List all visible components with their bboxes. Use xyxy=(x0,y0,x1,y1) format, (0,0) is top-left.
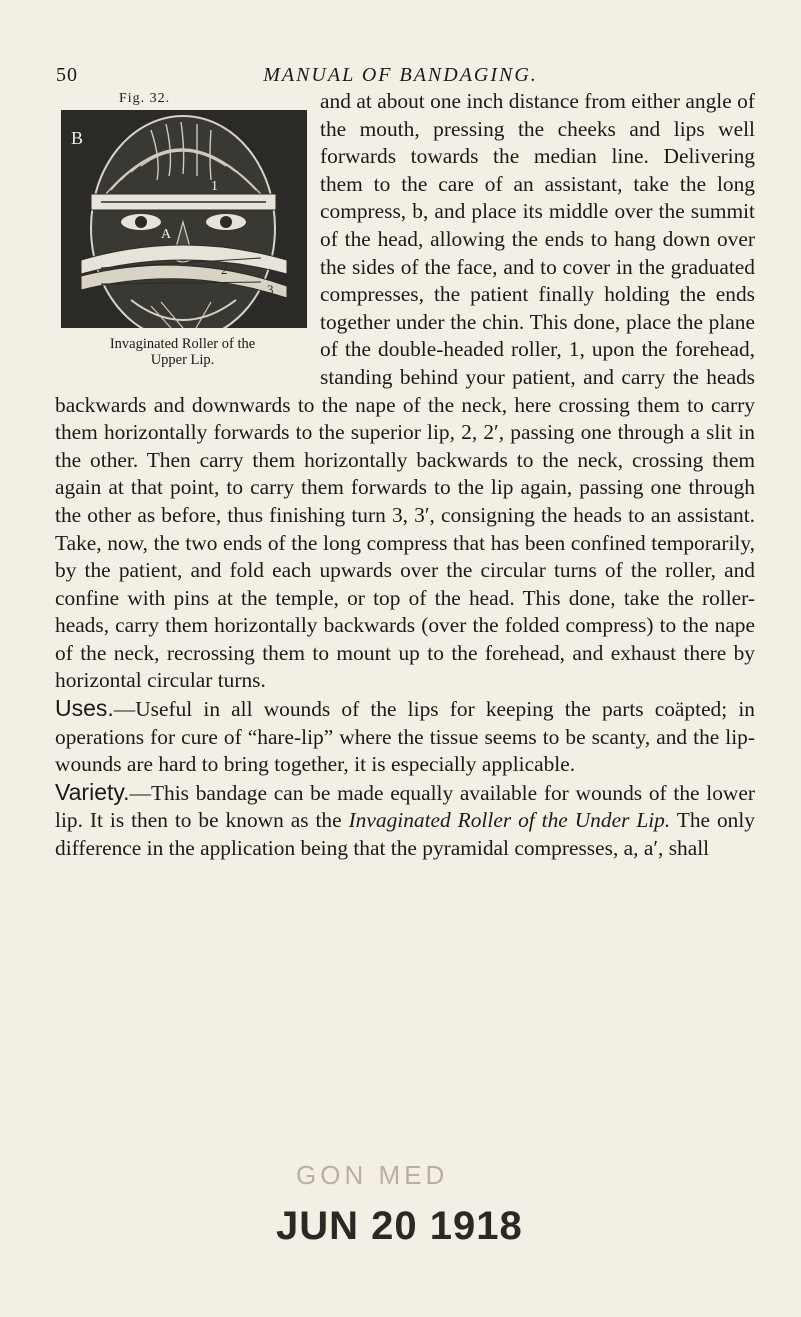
figure-illustration xyxy=(61,110,307,328)
caption-line-2: Upper Lip. xyxy=(150,352,215,368)
figure-label: Fig. 32. xyxy=(119,91,171,106)
figure-number-2: 2 xyxy=(221,262,228,277)
page-number: 50 xyxy=(56,64,78,86)
stamp-top-text: GON MED xyxy=(296,1160,449,1190)
figure-letter-a: A xyxy=(161,227,172,242)
running-title: MANUAL OF BANDAGING. xyxy=(263,64,538,86)
figure-caption xyxy=(55,336,310,368)
paragraph-variety xyxy=(55,779,755,863)
stamp-date: JUN 20 1918 xyxy=(276,1204,523,1248)
uses-heading: Uses. xyxy=(55,695,114,722)
body-text xyxy=(55,88,755,863)
variety-heading: Variety. xyxy=(55,778,130,805)
page-header xyxy=(0,64,801,88)
variety-text-b: The only difference in the application being that the pyramidal compresses, a, a′, shall xyxy=(55,808,755,861)
figure-letter-b: B xyxy=(71,128,84,148)
figure-32 xyxy=(55,88,310,368)
figure-number-1: 1 xyxy=(211,179,218,194)
variety-text-a: —This bandage can be made equally available for wounds of the lower lip. It is then to be known as the xyxy=(55,780,755,833)
uses-text: —Useful in all wounds of the lips for keeping the parts coäpted; in operations for cure of “hare-lip” where the tissue seems to be scanty, and the lip-wounds are hard to bring together, it is especially applicable. xyxy=(55,697,755,777)
paragraph-uses xyxy=(55,695,755,779)
paragraph-procedure: and at about one inch distance from either angle of the mouth, pressing the cheeks and lips well forwards towards the median line. Delivering them to the care of an assistant, take the long compress, b, and place its middle over the summit of the head, allowing the ends to hang down over the sides of the face, and to cover in the graduated compresses, the patient finally holding the ends together under the chin. This done, place the plane of the double-headed roller, 1, upon the forehead, standing behind your patient, and carry the heads backwards and downwards to the nape of the neck, here crossing them to carry them horizontally forwards to the superior lip, 2, 2′, passing one through a slit in the other. Then carry them horizontally backwards to the neck, crossing them again at that point, to carry them forwards to the lip again, passing one through the other as before, thus finishing turn 3, 3′, consigning the heads to an assistant. Take, now, the two ends of the long compress that has been confined temporarily, by the patient, and fold each upwards over the circular turns of the roller, and confine with pins at the temple, or top of the head. This done, take the roller-heads, carry them horizontally backwards (over the folded compress) to the nape of the neck, recrossing them to mount up to the forehead, and exhaust there by horizontal circular turns. xyxy=(55,89,755,693)
bandage-head-illustration xyxy=(61,110,307,328)
caption-line-1: Invaginated Roller of the xyxy=(109,336,256,352)
variety-italic-title: Invaginated Roller of the Under Lip. xyxy=(348,808,671,833)
figure-number-3: 3 xyxy=(267,282,274,297)
library-stamp xyxy=(276,1150,556,1290)
